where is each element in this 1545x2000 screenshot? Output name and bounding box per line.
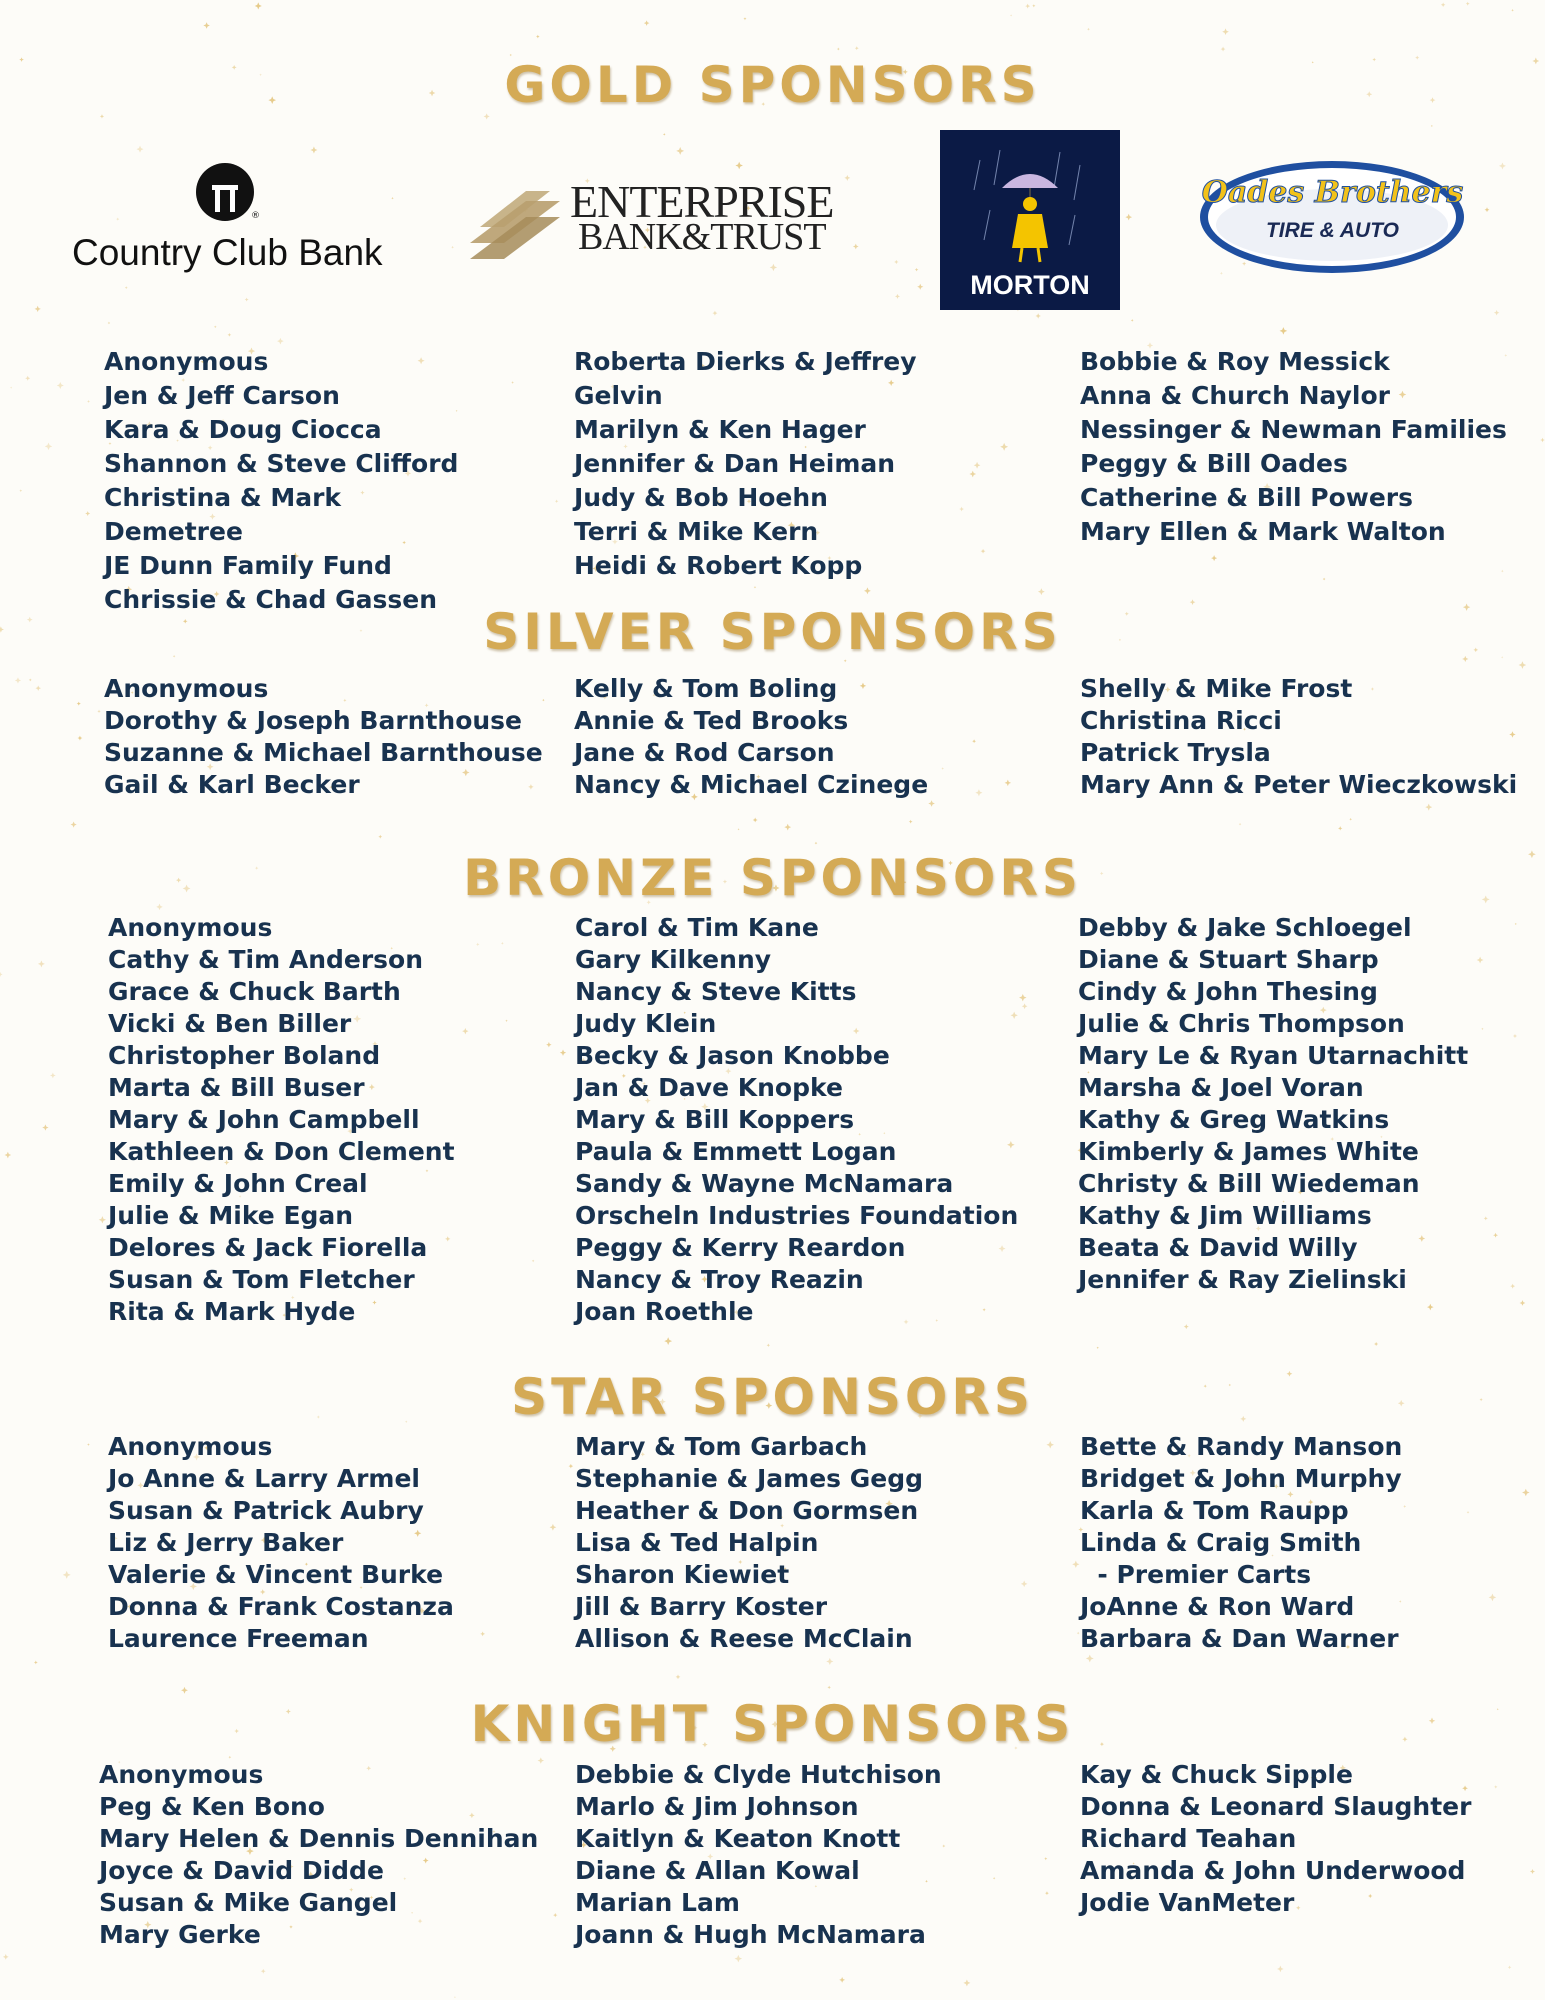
bronze-sponsors-column-2 [575, 912, 1018, 1328]
sponsor-name: Heidi & Robert Kopp [574, 551, 863, 580]
star-sparkle [97, 710, 100, 713]
star-sparkle [1481, 1028, 1483, 1030]
star-sparkle [1431, 125, 1433, 127]
star-sparkle [310, 147, 317, 154]
star-sparkle [1510, 1284, 1515, 1289]
star-sparkle [10, 387, 12, 389]
star-sparkle [735, 1955, 742, 1962]
sponsor-name: Gary Kilkenny [575, 945, 772, 974]
star-sparkle [532, 1260, 535, 1263]
sponsor-name: - Premier Carts [1080, 1560, 1312, 1589]
sponsor-name: Marilyn & Ken Hager [574, 415, 866, 444]
star-sparkle [754, 586, 756, 588]
gold-sponsors-column-3 [1080, 345, 1507, 549]
star-sparkle [1493, 1233, 1498, 1238]
star-sparkle [78, 736, 83, 741]
sponsor-name: Stephanie & James Gegg [575, 1464, 924, 1493]
star-sparkle [550, 1524, 557, 1531]
star-sparkle [1522, 1489, 1529, 1496]
star-sparkle [1338, 826, 1342, 830]
sponsor-name: Dorothy & Joseph Barnthouse [104, 706, 523, 735]
sponsor-name: Marta & Bill Buser [108, 1073, 365, 1102]
sponsor-name: Peggy & Kerry Reardon [575, 1233, 906, 1262]
sponsor-name: Mary & Bill Koppers [575, 1105, 855, 1134]
sponsor-name: Sharon Kiewiet [575, 1560, 790, 1589]
sponsor-name: Jane & Rod Carson [574, 738, 835, 767]
gold-sponsors-column-2 [574, 345, 917, 583]
sponsor-name: Cathy & Tim Anderson [108, 945, 424, 974]
sponsor-name: Debbie & Clyde Hutchison [575, 1760, 942, 1789]
star-sparkle [1494, 1785, 1497, 1788]
star-sparkle [1221, 47, 1226, 52]
star-sparkle [34, 1660, 38, 1664]
star-sparkle [1019, 994, 1026, 1001]
star-sparkle [1441, 3, 1446, 8]
sponsor-name: Carol & Tim Kane [575, 913, 819, 942]
sponsor-name: Kathy & Jim Williams [1078, 1201, 1372, 1230]
star-sparkle [1125, 214, 1132, 221]
sponsor-name: Linda & Craig Smith [1080, 1528, 1362, 1557]
star-sparkle [676, 147, 684, 155]
star-sparkle [941, 767, 944, 770]
sponsor-name: Judy & Bob Hoehn [574, 483, 828, 512]
sponsor-name: Nancy & Michael Czinege [574, 770, 929, 799]
sponsor-name: Donna & Frank Costanza [108, 1592, 454, 1621]
sponsor-name: Vicki & Ben Biller [108, 1009, 352, 1038]
sponsor-name: Nancy & Steve Kitts [575, 977, 857, 1006]
sponsor-name: Terri & Mike Kern [574, 517, 819, 546]
star-sparkle [99, 1216, 106, 1223]
sponsor-name: Mary & Tom Garbach [575, 1432, 868, 1461]
star-sparkle [917, 284, 923, 290]
sponsor-name: Laurence Freeman [108, 1624, 369, 1653]
sponsor-name: Amanda & John Underwood [1080, 1856, 1466, 1885]
sponsor-name: Chrissie & Chad Gassen [104, 585, 438, 614]
sponsor-name: Peg & Ken Bono [99, 1792, 325, 1821]
sponsor-name: Mary Helen & Dennis Dennihan [99, 1824, 539, 1853]
star-sponsors-column-2 [575, 1431, 923, 1655]
knight-sponsors-heading: KNIGHT SPONSORS [470, 1695, 1075, 1753]
star-sparkle [1484, 1216, 1488, 1220]
star-sparkle [1021, 1580, 1028, 1587]
sponsor-name: Diane & Allan Kowal [575, 1856, 860, 1885]
star-sparkle [57, 382, 64, 389]
star-sparkle [837, 48, 840, 51]
sponsor-name: Jennifer & Dan Heiman [574, 449, 896, 478]
star-sparkle [277, 338, 284, 345]
star-sparkle [1508, 1966, 1512, 1970]
sponsor-name: Bobbie & Roy Messick [1080, 347, 1390, 376]
star-sparkle [255, 2, 262, 9]
star-sparkle [743, 17, 746, 20]
star-sparkle [181, 1687, 188, 1694]
star-sparkle [753, 818, 758, 823]
star-sparkle [1519, 661, 1527, 669]
star-sparkle [664, 1337, 672, 1345]
star-sparkle [87, 400, 90, 403]
sponsor-name: Jodie VanMeter [1080, 1888, 1295, 1917]
star-sparkle [480, 1631, 485, 1636]
sponsor-name: Mary Le & Ryan Utarnachitt [1078, 1041, 1469, 1070]
star-sparkle [909, 820, 913, 824]
star-sparkle [864, 587, 871, 594]
star-sparkle [1097, 1347, 1099, 1349]
star-sparkle [1022, 1003, 1028, 1009]
sponsor-name: Diane & Stuart Sharp [1078, 945, 1379, 974]
star-sparkle [767, 1343, 771, 1347]
sponsor-name: Jennifer & Ray Zielinski [1078, 1265, 1407, 1294]
star-sparkle [1513, 1034, 1517, 1038]
sponsor-name: Christopher Boland [108, 1041, 381, 1070]
star-sparkle [1046, 1441, 1053, 1448]
sponsor-name: Julie & Chris Thompson [1078, 1009, 1405, 1038]
knight-sponsors-column-2 [575, 1759, 942, 1951]
star-sparkle [1000, 443, 1008, 451]
sponsor-name: Susan & Mike Gangel [99, 1888, 398, 1917]
sponsor-name: Joann & Hugh McNamara [575, 1920, 926, 1949]
star-sparkle [569, 1464, 574, 1469]
star-sparkle [1044, 1857, 1047, 1860]
bronze-sponsors-column-1 [108, 912, 455, 1328]
star-sparkle [1222, 28, 1229, 35]
star-sparkle [35, 685, 40, 690]
star-sparkle [42, 1124, 48, 1130]
star-sparkle [972, 739, 976, 743]
morton-salt-girl-icon [940, 130, 1120, 270]
star-sparkle [1501, 570, 1504, 573]
sponsor-name: Anonymous [108, 913, 273, 942]
sponsor-name: Mary Ann & Peter Wieczkowski [1080, 770, 1518, 799]
star-sparkle [29, 678, 32, 681]
star-sparkle [895, 294, 900, 299]
star-sparkle [738, 828, 740, 830]
star-sparkle [975, 789, 982, 796]
sponsor-name: Catherine & Bill Powers [1080, 483, 1414, 512]
star-sparkle [35, 306, 41, 312]
star-sparkle [826, 1658, 833, 1665]
star-sparkle [1025, 4, 1030, 9]
enterprise-stripes-icon [470, 181, 565, 261]
star-sparkle [981, 549, 986, 554]
star-sparkle [1239, 823, 1242, 826]
star-sparkle [1425, 804, 1432, 811]
sponsor-name: Paula & Emmett Logan [575, 1137, 897, 1166]
star-sparkle [663, 133, 666, 136]
sponsor-name: Anonymous [104, 674, 269, 703]
sponsor-name: Joan Roethle [575, 1297, 754, 1326]
svg-text:®: ® [251, 211, 260, 221]
sponsor-name: Demetree [104, 517, 243, 546]
star-sparkle [1184, 1324, 1189, 1329]
star-sparkle [63, 1571, 71, 1579]
sponsor-name: Anna & Church Naylor [1080, 381, 1391, 410]
star-sparkle [1374, 1342, 1378, 1346]
country-club-bank-emblem-icon [195, 160, 265, 222]
star-sparkle [1323, 578, 1326, 581]
star-sparkle [451, 246, 454, 249]
star-sparkle [71, 821, 77, 827]
sponsor-name: Marsha & Joel Voran [1078, 1073, 1364, 1102]
sponsor-name: Nancy & Troy Reazin [575, 1265, 864, 1294]
sponsor-name: Barbara & Dan Warner [1080, 1624, 1399, 1653]
star-sparkle [1489, 1594, 1497, 1602]
morton-logo: MORTON [940, 130, 1120, 310]
sponsor-name: Marian Lam [575, 1888, 740, 1917]
star-sparkle [214, 325, 217, 328]
star-sparkle [555, 500, 558, 503]
star-sparkle [1427, 1304, 1434, 1311]
sponsor-name: Christy & Bill Wiedeman [1078, 1169, 1420, 1198]
sponsor-name: Delores & Jack Fiorella [108, 1233, 428, 1262]
star-sponsors-heading: STAR SPONSORS [511, 1368, 1034, 1426]
sponsor-name: Jan & Dave Knopke [575, 1073, 843, 1102]
sponsor-name: Kelly & Tom Boling [574, 674, 838, 703]
silver-sponsors-column-3 [1080, 673, 1517, 801]
star-sparkle [25, 376, 30, 381]
star-sparkle [1131, 319, 1134, 322]
star-sparkle [1467, 1511, 1470, 1514]
star-sparkle [1494, 310, 1499, 315]
gold-sponsors-column-1 [104, 345, 458, 617]
star-sparkle [501, 942, 504, 945]
sponsor-name: Joyce & David Didde [99, 1856, 384, 1885]
star-sparkle [1087, 28, 1090, 31]
star-sparkle [1485, 207, 1490, 212]
country-club-bank-logo: ® Country Club Bank [60, 160, 410, 280]
sponsor-name: Julie & Mike Egan [108, 1201, 354, 1230]
sponsor-name: Valerie & Vincent Burke [108, 1560, 444, 1589]
gold-sponsors-heading: GOLD SPONSORS [504, 56, 1041, 114]
sponsor-name: Lisa & Ted Halpin [575, 1528, 819, 1557]
star-sparkle [1010, 14, 1012, 16]
star-sparkle [676, 1675, 681, 1680]
sponsor-name: Kathy & Greg Watkins [1078, 1105, 1390, 1134]
star-sponsors-column-1 [108, 1431, 454, 1655]
sponsor-name: Anonymous [104, 347, 269, 376]
sponsor-name: Shannon & Steve Clifford [104, 449, 459, 478]
sponsor-name: Annie & Ted Brooks [574, 706, 849, 735]
star-sparkle [245, 298, 249, 302]
sponsor-name: Debby & Jake Schloegel [1078, 913, 1412, 942]
star-sparkle [1499, 162, 1506, 169]
sponsor-name: Kathleen & Don Clement [108, 1137, 455, 1166]
star-sparkle [712, 311, 717, 316]
sponsor-name: Jo Anne & Larry Armel [108, 1464, 420, 1493]
sponsor-name: Kay & Chuck Sipple [1080, 1760, 1353, 1789]
sponsor-name: Marlo & Jim Johnson [575, 1792, 859, 1821]
star-sparkle [1005, 780, 1012, 787]
star-sparkle [1045, 1891, 1049, 1895]
star-sparkle [1036, 313, 1041, 318]
sponsor-name: Emily & John Creal [108, 1169, 368, 1198]
star-sparkle [942, 1845, 945, 1848]
sponsor-name: Kaitlyn & Keaton Knott [575, 1824, 901, 1853]
sponsor-name: Jill & Barry Koster [575, 1592, 828, 1621]
sponsor-name: Nessinger & Newman Families [1080, 415, 1507, 444]
sponsor-name: Becky & Jason Knobbe [575, 1041, 890, 1070]
star-sparkle [87, 1443, 90, 1446]
star-sparkle [735, 162, 742, 169]
star-sparkle [378, 835, 382, 839]
star-sparkle [1530, 1869, 1535, 1874]
star-sparkle [1520, 1300, 1526, 1306]
star-sparkle [511, 381, 514, 384]
sponsor-name: Suzanne & Michael Barnthouse [104, 738, 543, 767]
star-sparkle [959, 507, 964, 512]
star-sparkle [1211, 555, 1217, 561]
star-sparkle [644, 20, 649, 25]
knight-sponsors-column-3 [1080, 1759, 1471, 1919]
sponsor-name: Orscheln Industries Foundation [575, 1201, 1019, 1230]
sponsor-name: Liz & Jerry Baker [108, 1528, 344, 1557]
star-sparkle [1511, 9, 1514, 12]
sponsor-name: Peggy & Bill Oades [1080, 449, 1348, 478]
bronze-sponsors-column-3 [1078, 912, 1468, 1296]
sponsor-name: Susan & Patrick Aubry [108, 1496, 424, 1525]
star-sparkle [560, 1050, 566, 1056]
sponsor-name: JoAnne & Ron Ward [1080, 1592, 1355, 1621]
sponsor-name: Donna & Leonard Slaughter [1080, 1792, 1472, 1821]
star-sparkle [125, 286, 128, 289]
star-sparkle [1280, 327, 1288, 335]
sponsor-name: Judy Klein [575, 1009, 717, 1038]
star-sparkle [538, 1757, 544, 1763]
star-sparkle [108, 322, 111, 325]
sponsor-name: Gail & Karl Becker [104, 770, 360, 799]
sponsor-name: Grace & Chuck Barth [108, 977, 401, 1006]
star-sparkle [462, 1028, 468, 1034]
sponsor-name: Cindy & John Thesing [1078, 977, 1378, 1006]
star-sparkle [784, 824, 791, 831]
star-sparkle [915, 268, 919, 272]
sponsor-name: JE Dunn Family Fund [104, 551, 392, 580]
silver-sponsors-column-2 [574, 673, 928, 801]
star-sparkle [839, 1977, 845, 1983]
sponsor-name: Richard Teahan [1080, 1824, 1297, 1853]
sponsor-name: Mary & John Campbell [108, 1105, 420, 1134]
star-sparkle [136, 146, 143, 153]
sponsor-name: Shelly & Mike Frost [1080, 674, 1353, 703]
enterprise-bank-trust-logo: ENTERPRISE BANK&TRUST [470, 175, 870, 265]
star-sparkle [19, 489, 22, 492]
star-sponsors-column-3 [1080, 1431, 1402, 1655]
star-sparkle [3, 1954, 9, 1960]
star-sparkle [993, 1877, 996, 1880]
bronze-sponsors-heading: BRONZE SPONSORS [463, 849, 1082, 907]
sponsor-name: Kimberly & James White [1078, 1137, 1419, 1166]
star-sparkle [536, 35, 540, 39]
star-sparkle [974, 462, 981, 469]
sponsor-name: Sandy & Wayne McNamara [575, 1169, 954, 1198]
sponsor-name: Bridget & John Murphy [1080, 1464, 1402, 1493]
sponsor-name: Christina Ricci [1080, 706, 1282, 735]
sponsor-name: Anonymous [99, 1760, 264, 1789]
star-sparkle [38, 960, 45, 967]
star-sparkle [1349, 818, 1352, 821]
sponsor-name: Karla & Tom Raupp [1080, 1496, 1349, 1525]
silver-sponsors-heading: SILVER SPONSORS [483, 603, 1062, 661]
star-sparkle [855, 46, 859, 50]
sponsor-name: Patrick Trysla [1080, 738, 1271, 767]
star-sparkle [1477, 957, 1484, 964]
star-sparkle [1072, 1561, 1079, 1568]
star-sparkle [45, 443, 52, 450]
sponsor-name: Kara & Doug Ciocca [104, 415, 382, 444]
sponsor-name: Anonymous [108, 1432, 273, 1461]
star-sparkle [5, 1152, 12, 1159]
star-sparkle [1403, 1505, 1406, 1508]
sponsor-name: Jen & Jeff Carson [104, 381, 340, 410]
star-sparkle [15, 677, 21, 683]
sponsor-name: Christina & Mark [104, 483, 342, 512]
oades-oval-icon [1195, 155, 1470, 280]
star-sparkle [1086, 1655, 1094, 1663]
star-sparkle [1032, 4, 1035, 7]
knight-sponsors-column-1 [99, 1759, 538, 1951]
star-sparkle [815, 842, 818, 845]
star-sparkle [203, 22, 209, 28]
star-sparkle [546, 1042, 551, 1047]
star-sparkle [50, 1073, 56, 1079]
sponsor-name: Mary Gerke [99, 1920, 261, 1949]
star-sparkle [827, 1686, 831, 1690]
star-sparkle [77, 702, 81, 706]
star-sparkle [476, 943, 479, 946]
star-sparkle [553, 1913, 557, 1917]
star-sparkle [1277, 1966, 1284, 1973]
sponsor-name: Allison & Reese McClain [575, 1624, 913, 1653]
star-sparkle [1540, 438, 1544, 442]
star-sparkle [454, 1996, 456, 1998]
star-sparkle [894, 260, 898, 264]
star-sparkle [1466, 2, 1470, 6]
sponsor-name: Beata & David Willy [1078, 1233, 1358, 1262]
star-sparkle [1038, 588, 1045, 595]
oades-brothers-logo: Oades Brothers TIRE & AUTO [1195, 155, 1470, 280]
star-sparkle [928, 800, 935, 807]
sponsor-name: Heather & Don Gormsen [575, 1496, 919, 1525]
star-sparkle [963, 1979, 970, 1986]
sponsor-name: Roberta Dierks & Jeffrey [574, 347, 917, 376]
star-sparkle [1515, 923, 1517, 925]
sponsor-name: Susan & Tom Fletcher [108, 1265, 415, 1294]
star-sparkle [0, 972, 3, 977]
star-sparkle [505, 1019, 507, 1021]
sponsor-name: Bette & Randy Manson [1080, 1432, 1403, 1461]
star-sparkle [969, 471, 976, 478]
sponsor-name: Rita & Mark Hyde [108, 1297, 356, 1326]
star-sparkle [261, 1969, 266, 1974]
star-sparkle [85, 511, 90, 516]
sponsor-name: Mary Ellen & Mark Walton [1080, 517, 1446, 546]
star-sparkle [228, 333, 232, 337]
sponsor-name: Gelvin [574, 381, 663, 410]
silver-sponsors-column-1 [104, 673, 543, 801]
